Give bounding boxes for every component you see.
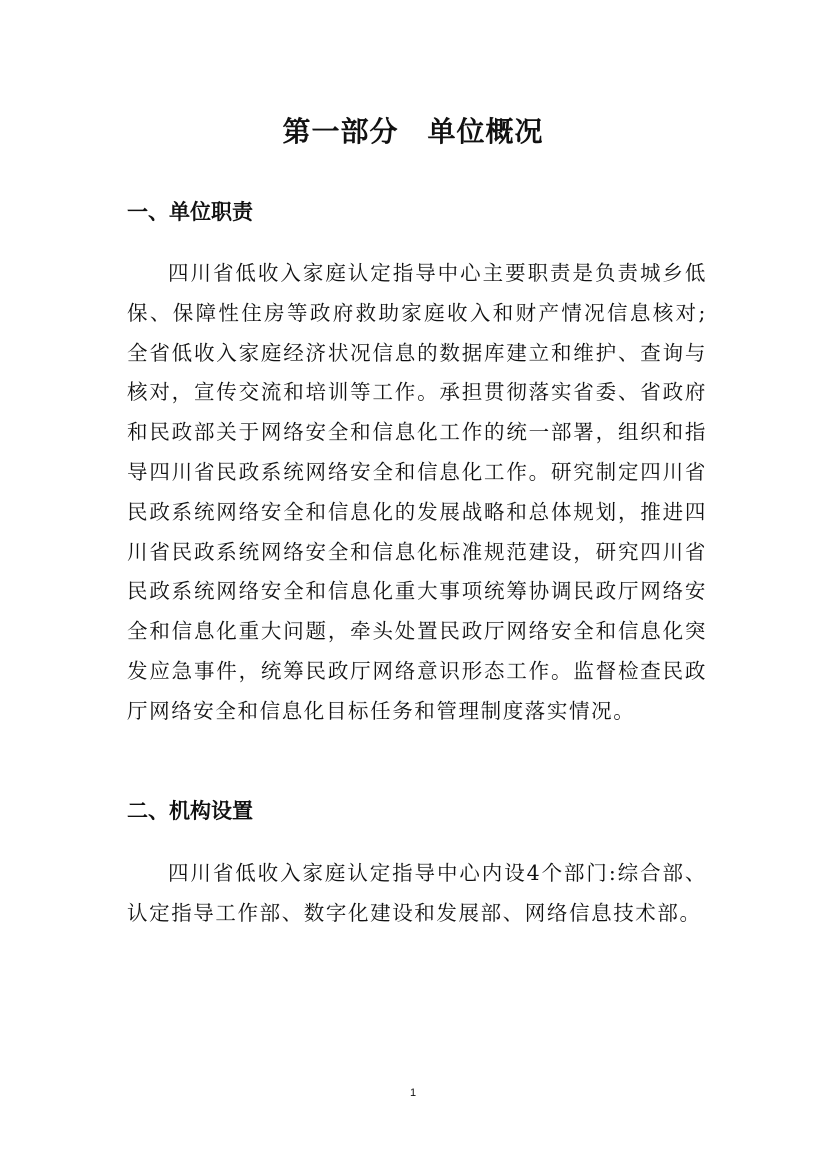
page-number: 1	[409, 1087, 417, 1099]
section-paragraph-responsibilities: 四川省低收入家庭认定指导中心主要职责是负责城乡低保、保障性住房等政府救助家庭收入和财产情况信息核对;全省低收入家庭经济状况信息的数据库建立和维护、查询与核对，宣传交流和培训等工作。承担贯彻落实省委、省政府和民政部关于网络安全和信息化工作的统一部署，组织和指导四川省民政系统网络安全和信息化工作。研究制定四川省民政系统网络安全和信息化的发展战略和总体规划，推进四川省民政系统网络安全和信息化标准规范建设，研究四川省民政系统网络安全和信息化重大事项统筹协调民政厅网络安全和信息化重大问题，牵头处置民政厅网络安全和信息化突发应急事件，统筹民政厅网络意识形态工作。监督检查民政厅网络安全和信息化目标任务和管理制度落实情况。	[127, 261, 707, 723]
section-paragraph-organization: 四川省低收入家庭认定指导中心内设4个部门:综合部、认定指导工作部、数字化建设和发展部、网络信息技术部。	[127, 861, 707, 925]
page-title: 第一部分 单位概况	[282, 115, 544, 148]
section-heading-organization: 二、机构设置	[127, 799, 253, 823]
section-heading-responsibilities: 一、单位职责	[127, 200, 253, 224]
